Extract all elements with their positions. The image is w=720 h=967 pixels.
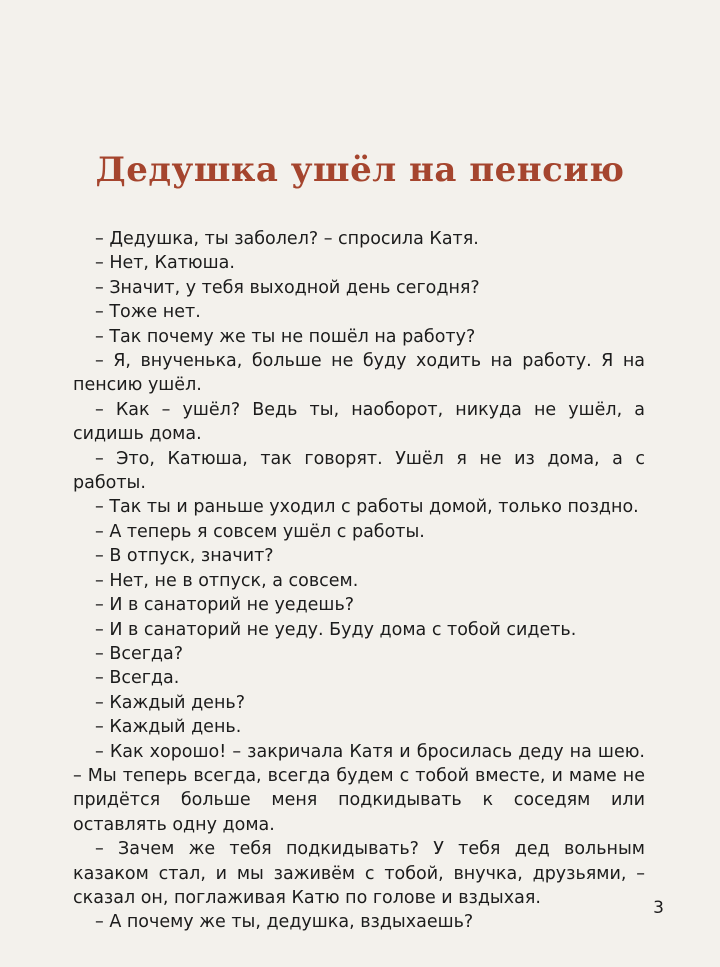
paragraph: – Я, внученька, больше не буду ходить на работу. Я на пенсию ушёл. (73, 351, 645, 396)
paragraph: – Как – ушёл? Ведь ты, наоборот, никуда не ушёл, а сидишь дома. (73, 399, 645, 445)
paragraph: – Так почему же ты не пошёл на работу? (95, 326, 476, 347)
paragraph: – А теперь я совсем ушёл с работы. (95, 521, 425, 542)
paragraph: – Как хорошо! – закричала Катя и бросилась деду на шею. – Мы теперь всегда, всегда будем с тобой вместе, и маме не придётся больше меня подкидывать к соседям или оставлять одну дома. (73, 741, 645, 835)
paragraph: – Нет, Катюша. (95, 253, 235, 274)
paragraph: – Нет, не в отпуск, а совсем. (95, 570, 359, 591)
paragraph: – Каждый день. (95, 717, 242, 738)
page-number: 3 (653, 898, 664, 918)
paragraph: – Всегда. (95, 668, 180, 689)
chapter-title: Дедушка ушёл на пенсию (95, 150, 625, 190)
paragraph: – Это, Катюша, так говорят. Ушёл я не из дома, а с работы. (73, 448, 645, 494)
paragraph: – Значит, у тебя выходной день сегодня? (95, 277, 480, 298)
paragraph: – И в санаторий не уеду. Буду дома с тобой сидеть. (95, 619, 577, 640)
paragraph: – Дедушка, ты заболел? – спросила Катя. (95, 229, 479, 249)
paragraph: – Всегда? (95, 643, 184, 664)
paragraph: – Тоже нет. (95, 302, 201, 323)
paragraph: – Зачем же тебя подкидывать? У тебя дед вольным казаком стал, и мы заживём с тобой, внучка, друзьями, – сказал он, поглаживая Катю по голове и вздыхая. (73, 839, 645, 908)
paragraph: – И в санаторий не уедешь? (95, 595, 355, 616)
paragraph: – В отпуск, значит? (95, 546, 274, 567)
paragraph: – А почему же ты, дедушка, вздыхаешь? (95, 912, 474, 933)
story-text (73, 227, 645, 935)
paragraph: – Так ты и раньше уходил с работы домой, только поздно. (95, 497, 639, 518)
paragraph: – Каждый день? (95, 692, 245, 713)
